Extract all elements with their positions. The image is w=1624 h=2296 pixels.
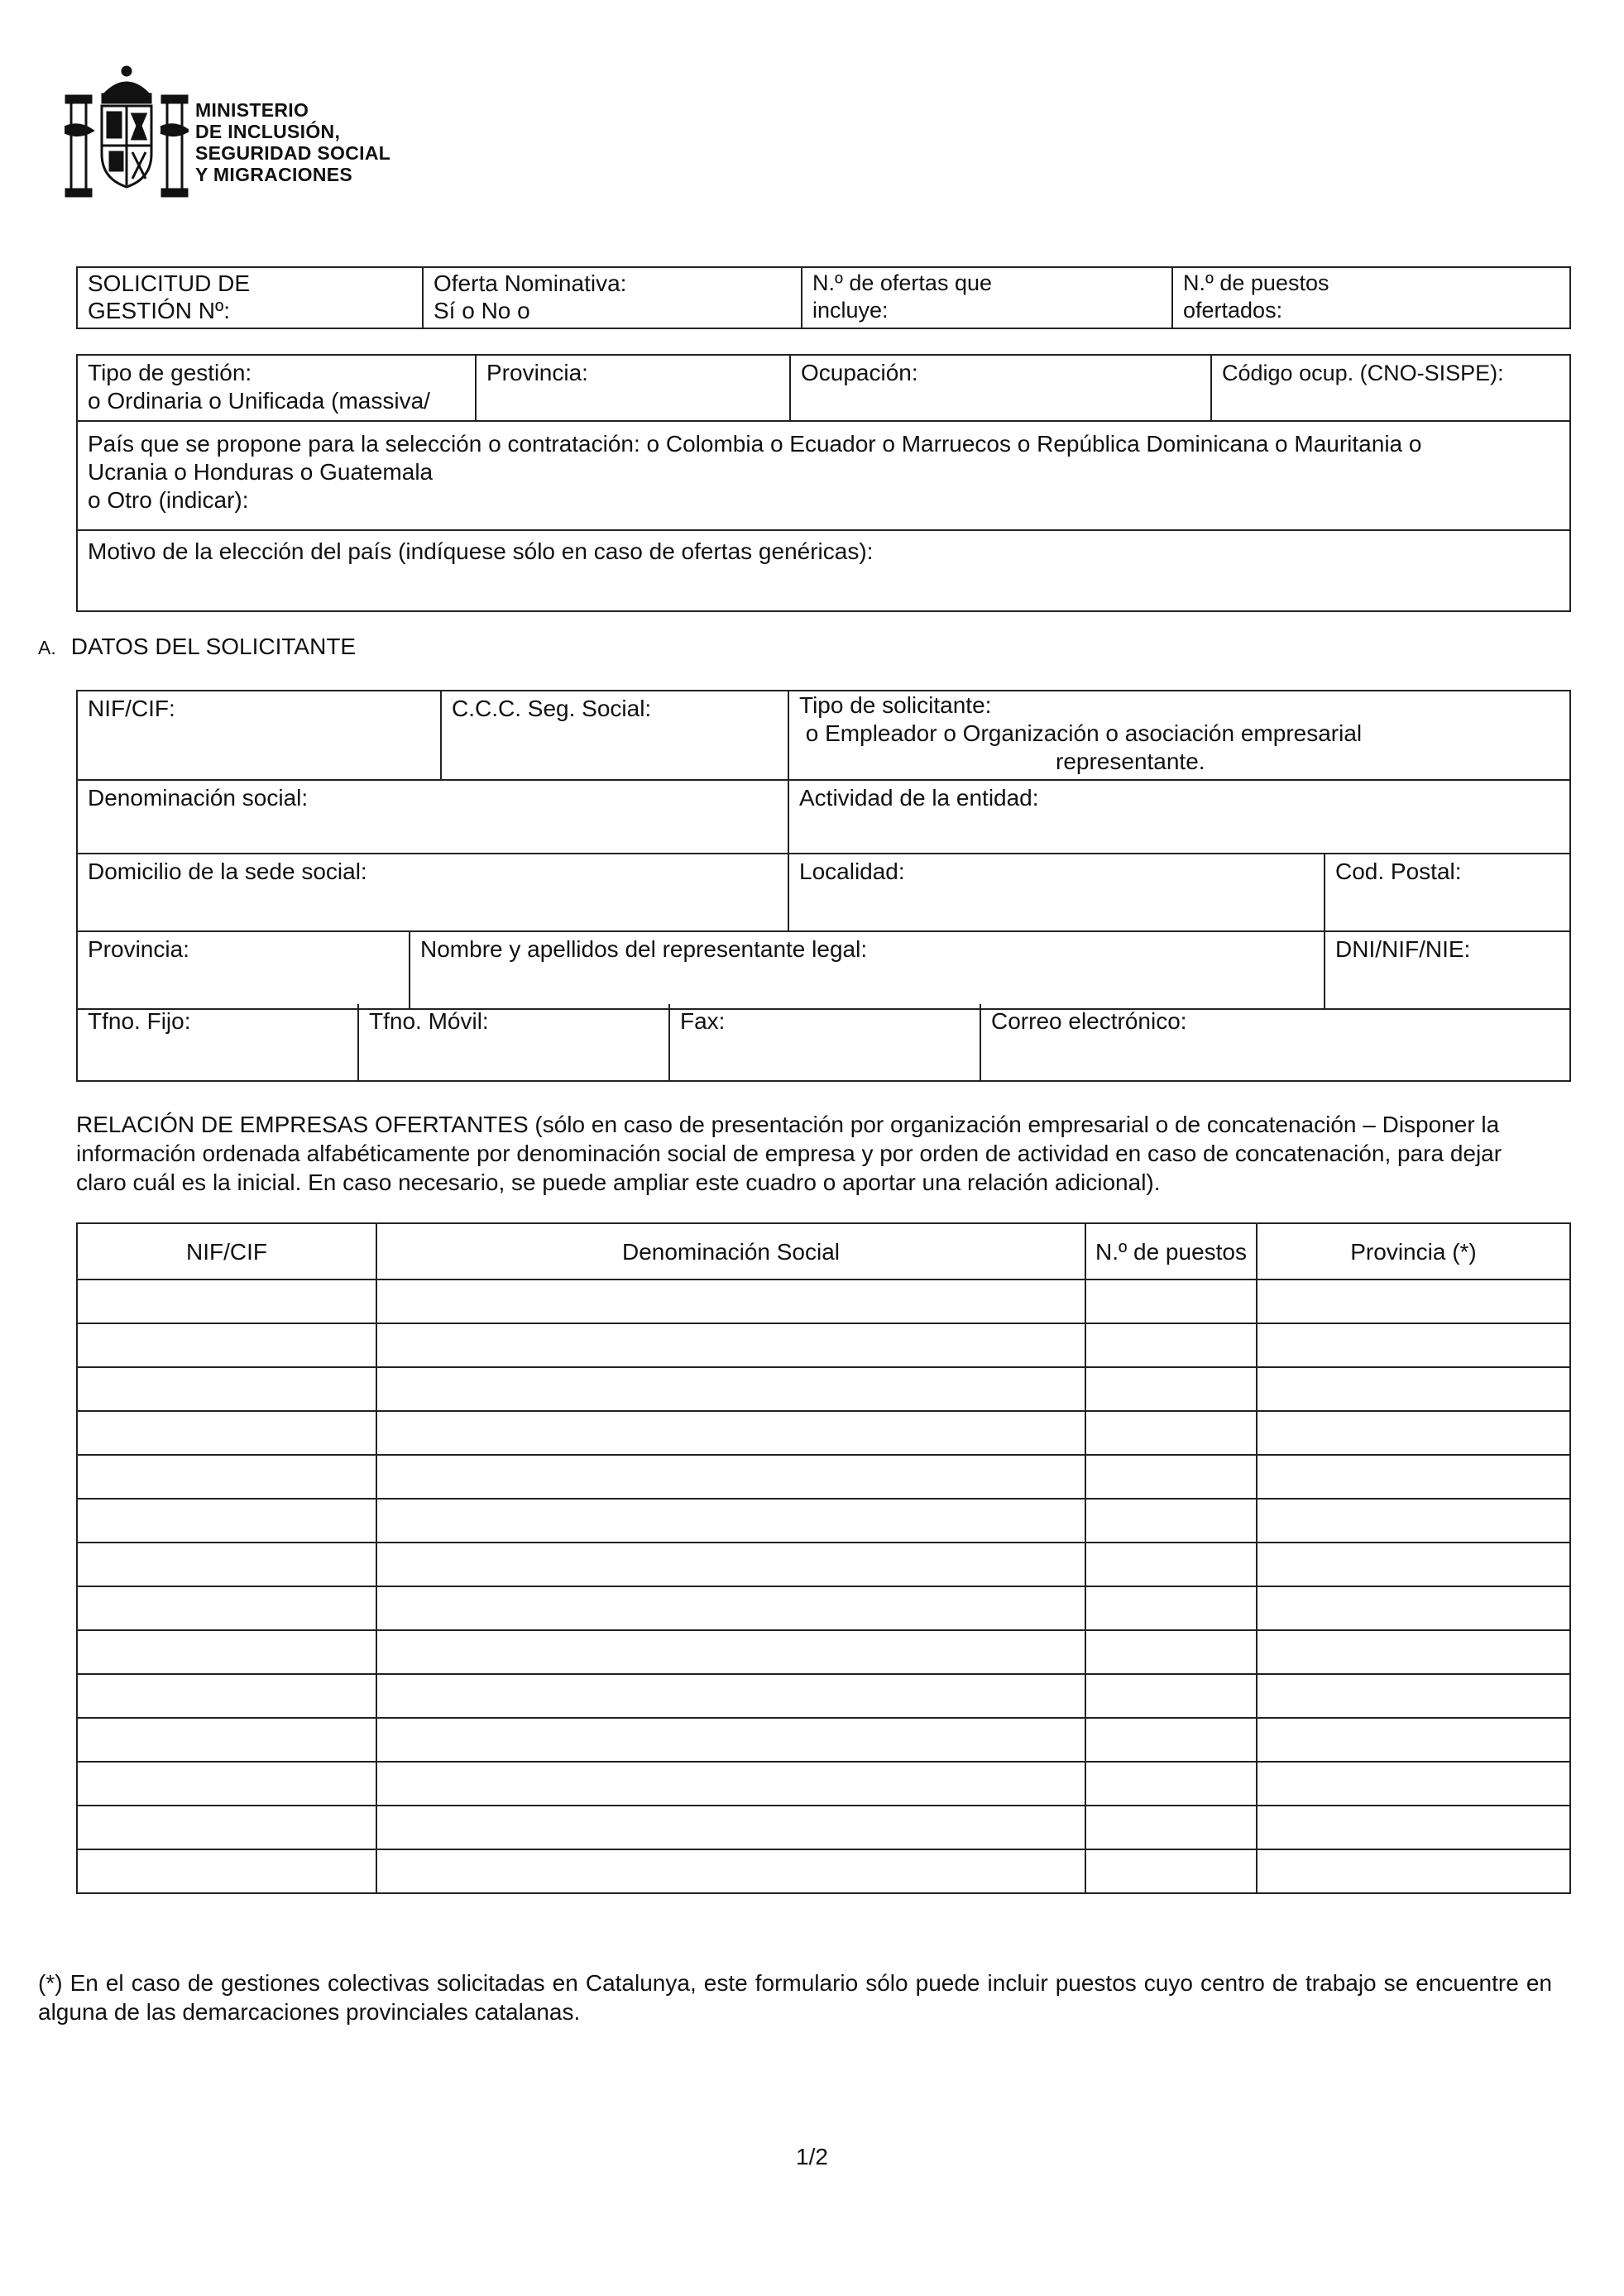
nif-cell[interactable] <box>77 1849 376 1893</box>
provincia-cell[interactable] <box>1257 1806 1570 1849</box>
num-ofertas-label-1: N.º de ofertas que <box>812 270 992 295</box>
puestos-cell[interactable] <box>1085 1849 1257 1893</box>
nif-cell[interactable] <box>77 1323 376 1367</box>
nif-cif-field[interactable] <box>77 691 441 780</box>
tfno-fijo-field[interactable] <box>77 1004 358 1081</box>
denominacion-cell[interactable] <box>376 1323 1085 1367</box>
table-row <box>77 1280 1570 1323</box>
table-row <box>77 1367 1570 1411</box>
ministry-logo <box>65 63 412 203</box>
tipo-gestion-label: Tipo de gestión: <box>88 360 252 385</box>
section-a-heading <box>38 634 356 660</box>
provincia-cell[interactable] <box>1257 1674 1570 1718</box>
provincia-solicitante-field[interactable] <box>77 931 410 1009</box>
table-row <box>77 1411 1570 1455</box>
provincia-cell[interactable] <box>1257 1849 1570 1893</box>
gestion-table <box>76 354 1571 612</box>
pais-line-1: País que se propone para la selección o contratación: o Colombia o Ecuador o Marruecos o República Dominicana o Mauritania o <box>88 431 1422 457</box>
nif-cell[interactable] <box>77 1280 376 1323</box>
correo-field[interactable] <box>980 1004 1570 1081</box>
provincia-solicitante-label: Provincia: <box>88 936 189 962</box>
localidad-label: Localidad: <box>799 859 905 884</box>
table-row <box>77 1630 1570 1674</box>
denominacion-cell[interactable] <box>376 1806 1085 1849</box>
nif-cell[interactable] <box>77 1674 376 1718</box>
denominacion-cell[interactable] <box>376 1411 1085 1455</box>
table-row <box>77 1806 1570 1849</box>
puestos-cell[interactable] <box>1085 1543 1257 1586</box>
dni-field[interactable] <box>1325 931 1570 1009</box>
tfno-movil-label: Tfno. Móvil: <box>369 1008 489 1034</box>
section-title: DATOS DEL SOLICITANTE <box>70 634 357 659</box>
denominacion-field[interactable] <box>77 780 788 854</box>
ocupacion-label: Ocupación: <box>801 360 918 385</box>
tipo-solicitante-options-2: representante. <box>1056 749 1205 774</box>
ministry-line-4: Y MIGRACIONES <box>195 164 353 185</box>
oferta-nominativa-field[interactable] <box>423 267 802 328</box>
denominacion-cell[interactable] <box>376 1849 1085 1893</box>
provincia-cell[interactable] <box>1257 1630 1570 1674</box>
puestos-cell[interactable] <box>1085 1455 1257 1499</box>
puestos-cell[interactable] <box>1085 1367 1257 1411</box>
localidad-field[interactable] <box>788 854 1325 931</box>
ocupacion-field[interactable] <box>790 355 1211 421</box>
nif-label: NIF/CIF: <box>88 696 175 721</box>
puestos-cell[interactable] <box>1085 1806 1257 1849</box>
denominacion-cell[interactable] <box>376 1455 1085 1499</box>
pais-field[interactable] <box>77 421 1570 530</box>
footnote: (*) En el caso de gestiones colectivas solicitadas en Catalunya, este formulario sólo puede incluir puestos cuyo centro de trabajo se encuentre en alguna de las demarcaciones provinciales catalanas. <box>38 1970 1552 2025</box>
puestos-cell[interactable] <box>1085 1280 1257 1323</box>
col-provincia-header: Provincia (*) <box>1257 1223 1570 1280</box>
provincia-cell[interactable] <box>1257 1543 1570 1586</box>
nif-cell[interactable] <box>77 1630 376 1674</box>
tipo-solicitante-label: Tipo de solicitante: <box>799 692 992 718</box>
fax-field[interactable] <box>669 1004 980 1081</box>
nif-cell[interactable] <box>77 1411 376 1455</box>
provincia-cell[interactable] <box>1257 1455 1570 1499</box>
provincia-cell[interactable] <box>1257 1499 1570 1543</box>
puestos-cell[interactable] <box>1085 1762 1257 1806</box>
denominacion-cell[interactable] <box>376 1762 1085 1806</box>
oferta-label-1: Oferta Nominativa: <box>434 270 627 296</box>
puestos-cell[interactable] <box>1085 1411 1257 1455</box>
col-nif-header: NIF/CIF <box>77 1223 376 1280</box>
puestos-cell[interactable] <box>1085 1718 1257 1762</box>
table-row <box>77 1674 1570 1718</box>
num-puestos-field[interactable] <box>1172 267 1570 328</box>
table-row <box>77 1455 1570 1499</box>
table-row <box>77 1586 1570 1630</box>
relacion-empresas-note: RELACIÓN DE EMPRESAS OFERTANTES (sólo en caso de presentación por organización empresarial o de concatenación – Disponer la información ordenada alfabéticamente por denominación social de empresa y por orden de actividad en caso de concatenación, para dejar claro cuál es la inicial. En caso necesario, se puede ampliar este cuadro o aportar una relación adicional). <box>76 1112 1502 1195</box>
contact-table <box>76 1004 1571 1082</box>
denominacion-cell[interactable] <box>376 1630 1085 1674</box>
denominacion-cell[interactable] <box>376 1718 1085 1762</box>
motivo-label: Motivo de la elección del país (indíquese sólo en caso de ofertas genéricas): <box>88 538 874 564</box>
ministry-line-1: MINISTERIO <box>195 99 309 121</box>
puestos-cell[interactable] <box>1085 1630 1257 1674</box>
tipo-solicitante-options: o Empleador o Organización o asociación empresarial <box>799 720 1363 746</box>
page-number: 1/2 <box>796 2144 828 2169</box>
codigo-ocup-label: Código ocup. (CNO-SISPE): <box>1222 361 1504 385</box>
nif-cell[interactable] <box>77 1806 376 1849</box>
table-row <box>77 1718 1570 1762</box>
motivo-field[interactable] <box>77 530 1570 611</box>
table-row <box>77 1499 1570 1543</box>
nif-cell[interactable] <box>77 1543 376 1586</box>
num-ofertas-label-2: incluye: <box>812 298 889 323</box>
representante-label: Nombre y apellidos del representante legal: <box>420 936 868 962</box>
num-puestos-label-1: N.º de puestos <box>1183 270 1329 295</box>
tipo-gestion-field[interactable] <box>77 355 476 421</box>
col-puestos-header: N.º de puestos <box>1085 1223 1257 1280</box>
section-letter: A. <box>38 637 56 658</box>
nif-cell[interactable] <box>77 1718 376 1762</box>
ministry-line-2: DE INCLUSIÓN, <box>195 121 341 142</box>
provincia-field[interactable] <box>476 355 790 421</box>
ministry-name <box>195 99 390 185</box>
nif-cell[interactable] <box>77 1499 376 1543</box>
tipo-gestion-options: o Ordinaria o Unificada (massiva/ <box>88 388 430 414</box>
ccc-field[interactable] <box>441 691 788 780</box>
nif-cell[interactable] <box>77 1762 376 1806</box>
solicitud-label-2: GESTIÓN Nº: <box>88 298 231 323</box>
solicitud-label-1: SOLICITUD DE <box>88 270 251 296</box>
denominacion-cell[interactable] <box>376 1367 1085 1411</box>
provincia-cell[interactable] <box>1257 1323 1570 1367</box>
fax-label: Fax: <box>680 1008 726 1034</box>
provincia-label: Provincia: <box>486 360 588 385</box>
actividad-field[interactable] <box>788 780 1570 854</box>
provincia-cell[interactable] <box>1257 1280 1570 1323</box>
ccc-label: C.C.C. Seg. Social: <box>452 696 652 721</box>
num-puestos-label-2: ofertados: <box>1183 298 1283 323</box>
puestos-cell[interactable] <box>1085 1586 1257 1630</box>
request-header-table <box>76 266 1571 329</box>
nif-cell[interactable] <box>77 1367 376 1411</box>
representante-field[interactable] <box>410 931 1325 1009</box>
provincia-cell[interactable] <box>1257 1762 1570 1806</box>
cod-postal-label: Cod. Postal: <box>1335 859 1462 884</box>
denominacion-cell[interactable] <box>376 1499 1085 1543</box>
empresas-table <box>76 1222 1571 1894</box>
provincia-cell[interactable] <box>1257 1586 1570 1630</box>
pais-line-3: o Otro (indicar): <box>88 487 249 513</box>
codigo-ocup-field[interactable] <box>1211 355 1570 421</box>
coat-of-arms-icon <box>65 63 189 203</box>
provincia-cell[interactable] <box>1257 1367 1570 1411</box>
denominacion-label: Denominación social: <box>88 785 309 811</box>
denominacion-cell[interactable] <box>376 1543 1085 1586</box>
puestos-cell[interactable] <box>1085 1674 1257 1718</box>
denominacion-cell[interactable] <box>376 1280 1085 1323</box>
solicitante-table <box>76 690 1571 1010</box>
table-row <box>77 1762 1570 1806</box>
correo-label: Correo electrónico: <box>991 1008 1187 1034</box>
oferta-label-2: Sí o No o <box>434 298 530 323</box>
dni-label: DNI/NIF/NIE: <box>1335 936 1471 962</box>
domicilio-label: Domicilio de la sede social: <box>88 859 367 884</box>
actividad-label: Actividad de la entidad: <box>799 785 1039 811</box>
provincia-cell[interactable] <box>1257 1411 1570 1455</box>
tfno-fijo-label: Tfno. Fijo: <box>88 1008 191 1034</box>
table-row <box>77 1323 1570 1367</box>
domicilio-field[interactable] <box>77 854 788 931</box>
provincia-cell[interactable] <box>1257 1718 1570 1762</box>
table-row <box>77 1543 1570 1586</box>
tfno-movil-field[interactable] <box>358 1004 669 1081</box>
cod-postal-field[interactable] <box>1325 854 1570 931</box>
ministry-line-3: SEGURIDAD SOCIAL <box>195 142 391 164</box>
num-ofertas-field[interactable] <box>802 267 1172 328</box>
col-denominacion-header: Denominación Social <box>376 1223 1085 1280</box>
tipo-solicitante-field[interactable] <box>788 691 1570 780</box>
denominacion-cell[interactable] <box>376 1586 1085 1630</box>
puestos-cell[interactable] <box>1085 1499 1257 1543</box>
pais-line-2: Ucrania o Honduras o Guatemala <box>88 459 434 485</box>
denominacion-cell[interactable] <box>376 1674 1085 1718</box>
nif-cell[interactable] <box>77 1455 376 1499</box>
nif-cell[interactable] <box>77 1586 376 1630</box>
table-row <box>77 1849 1570 1893</box>
solicitud-gestion-field[interactable] <box>77 267 423 328</box>
puestos-cell[interactable] <box>1085 1323 1257 1367</box>
